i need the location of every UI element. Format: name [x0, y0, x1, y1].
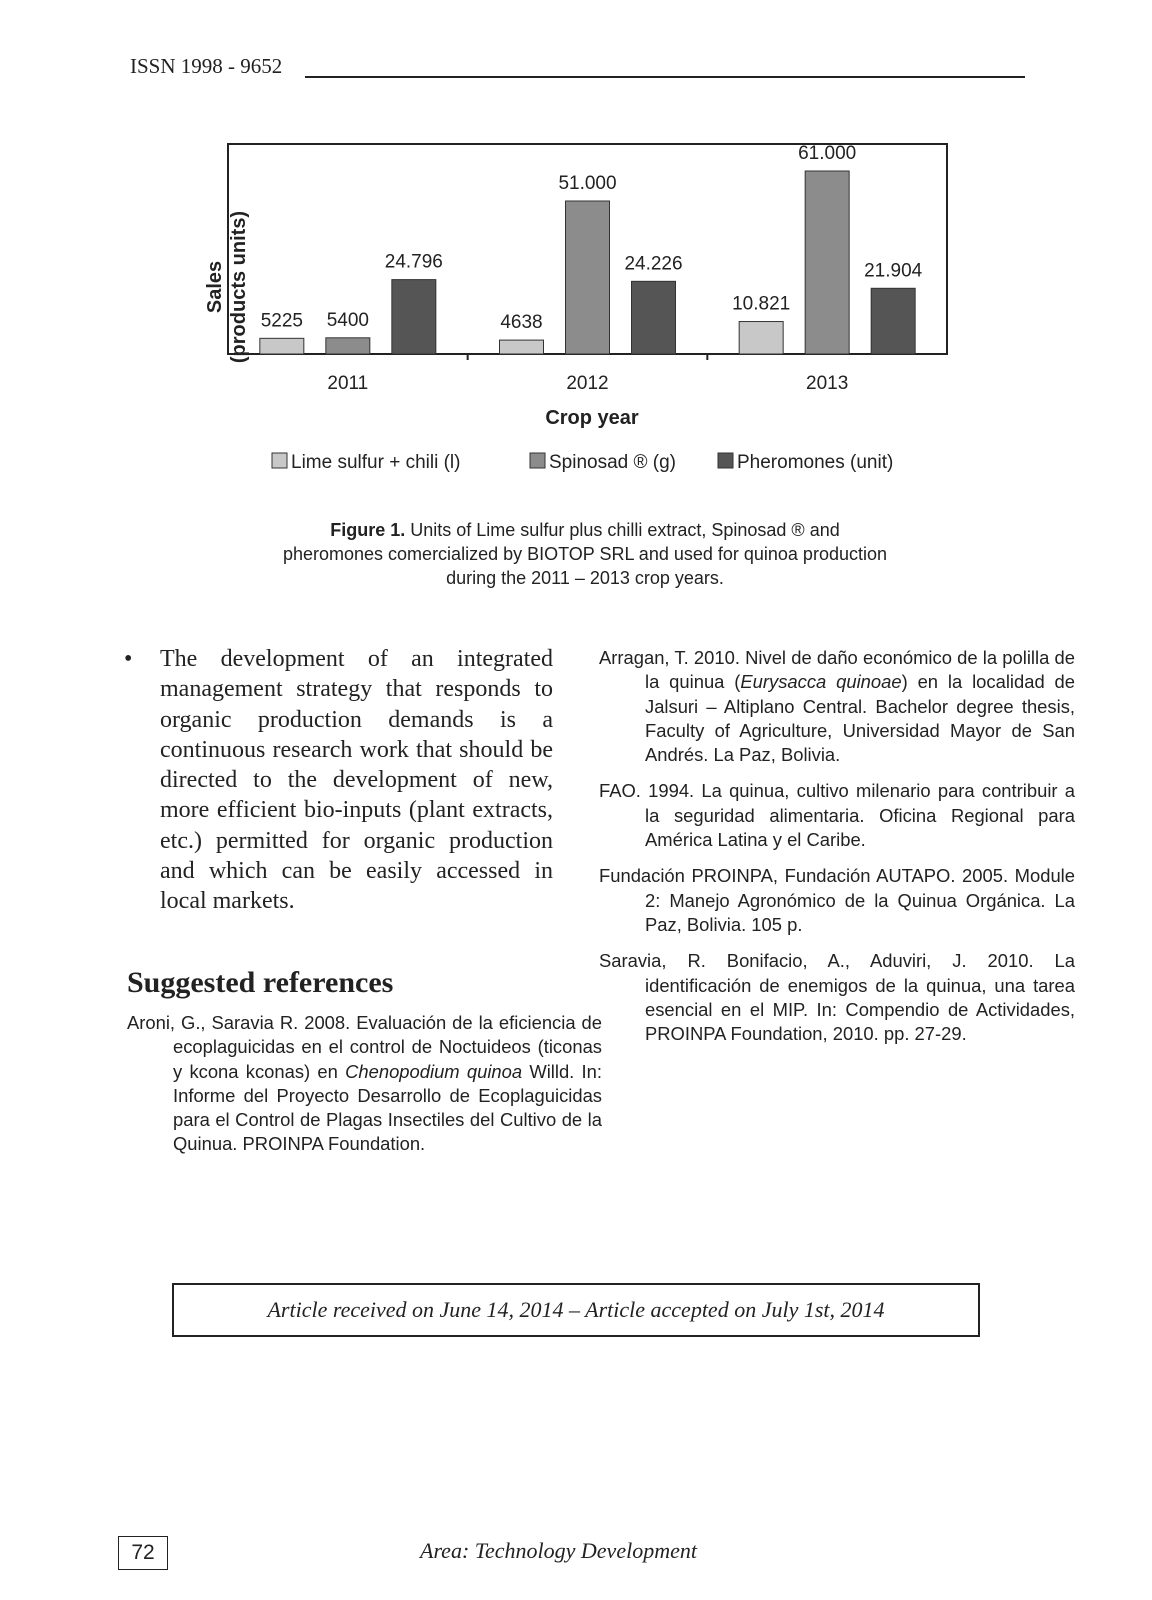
- reference-entry: Aroni, G., Saravia R. 2008. Evaluación de la eficiencia de ecoplaguicidas en el control de Noctuideos (ticonas y kcona kconas) en Chenopodium quinoa Willd. In: Informe del Proyecto Desarrollo de Ecoplaguicidas para el Control de Plagas Insectiles del Cultivo de la Quinua. PROINPA Foundation.: [127, 1012, 602, 1155]
- legend-swatch: [530, 453, 545, 468]
- data-label: 4638: [500, 312, 543, 334]
- bar: [739, 322, 783, 354]
- bar: [326, 338, 370, 354]
- legend-swatch: [272, 453, 287, 468]
- legend-label: Lime sulfur + chili (l): [291, 452, 461, 473]
- reference-entry: FAO. 1994. La quinua, cultivo milenario para contribuir a la seguridad alimentaria. Oficina Regional para América Latina y el Caribe.: [599, 780, 1075, 851]
- y-axis-label-line-1: Sales: [204, 260, 226, 314]
- bar: [632, 281, 676, 354]
- bar: [260, 338, 304, 354]
- figure-caption: [280, 518, 890, 590]
- reference-entry: Arragan, T. 2010. Nivel de daño económico de la polilla de la quinua (Eurysacca quinoae) en la localidad de Jalsuri – Altiplano Central. Bachelor degree thesis, Faculty of Agriculture, Universidad Mayor de San Andrés. La Paz, Bolivia.: [599, 647, 1076, 766]
- reference-entry: Saravia, R. Bonifacio, A., Aduviri, J. 2010. La identificación de enemigos de la quinua, una tarea esencial en el MIP. In: Compendio de Actividades, PROINPA Foundation, 2010. pp. 27-29.: [599, 950, 1075, 1045]
- data-label: 5225: [260, 310, 303, 332]
- legend-swatch: [718, 453, 733, 468]
- data-label: 61.000: [798, 143, 857, 164]
- figure-label: Figure 1.: [330, 520, 406, 540]
- figure-caption-text: Units of Lime sulfur plus chilli extract, Spinosad ® and pheromones comercialized by BIOTOP SRL and used for quinoa production during the 2011 – 2013 crop years.: [282, 520, 887, 588]
- x-tick-label: 2013: [806, 373, 849, 394]
- data-label: 10.821: [732, 293, 791, 315]
- x-tick-label: 2011: [327, 373, 369, 394]
- references-heading: Suggested references: [127, 966, 394, 999]
- bar: [805, 171, 849, 354]
- y-axis-label-line-2: (products units): [228, 210, 250, 364]
- data-label: 51.000: [558, 173, 617, 194]
- data-label: 21.904: [864, 260, 923, 282]
- bar: [566, 201, 610, 354]
- bar: [500, 340, 544, 354]
- data-label: 24.226: [624, 253, 683, 275]
- data-label: 24.796: [384, 251, 443, 273]
- footer-area-label: Area: Technology Development: [420, 1538, 697, 1563]
- issn-header: ISSN 1998 - 9652: [130, 54, 283, 78]
- bullet-paragraph: The development of an integrated management strategy that responds to organic production demands is a continuous research work that should be directed to the development of new, more efficient bio-inputs (plant extracts, etc.) permitted for organic production and which can be easily accessed in local markets.: [160, 646, 553, 915]
- x-tick-label: 2012: [566, 373, 609, 394]
- bar: [392, 280, 436, 354]
- references-right-column: [599, 646, 1075, 1058]
- legend-label: Spinosad ® (g): [549, 452, 677, 473]
- chart-legend: [272, 452, 893, 473]
- bullet-marker: •: [124, 646, 133, 672]
- bar-chart: [160, 140, 1000, 490]
- bar: [871, 288, 915, 354]
- references-left-column: [127, 1011, 602, 1169]
- legend-label: Pheromones (unit): [737, 452, 894, 473]
- data-label: 5400: [326, 309, 369, 331]
- reference-entry: Fundación PROINPA, Fundación AUTAPO. 2005. Module 2: Manejo Agronómico de la Quinua Orgánica. La Paz, Bolivia. 105 p.: [599, 865, 1075, 935]
- article-dates-box: Article received on June 14, 2014 – Article accepted on July 1st, 2014: [172, 1283, 980, 1337]
- x-axis-title: Crop year: [545, 407, 639, 429]
- header-rule: [305, 76, 1025, 78]
- page-number: 72: [118, 1536, 168, 1570]
